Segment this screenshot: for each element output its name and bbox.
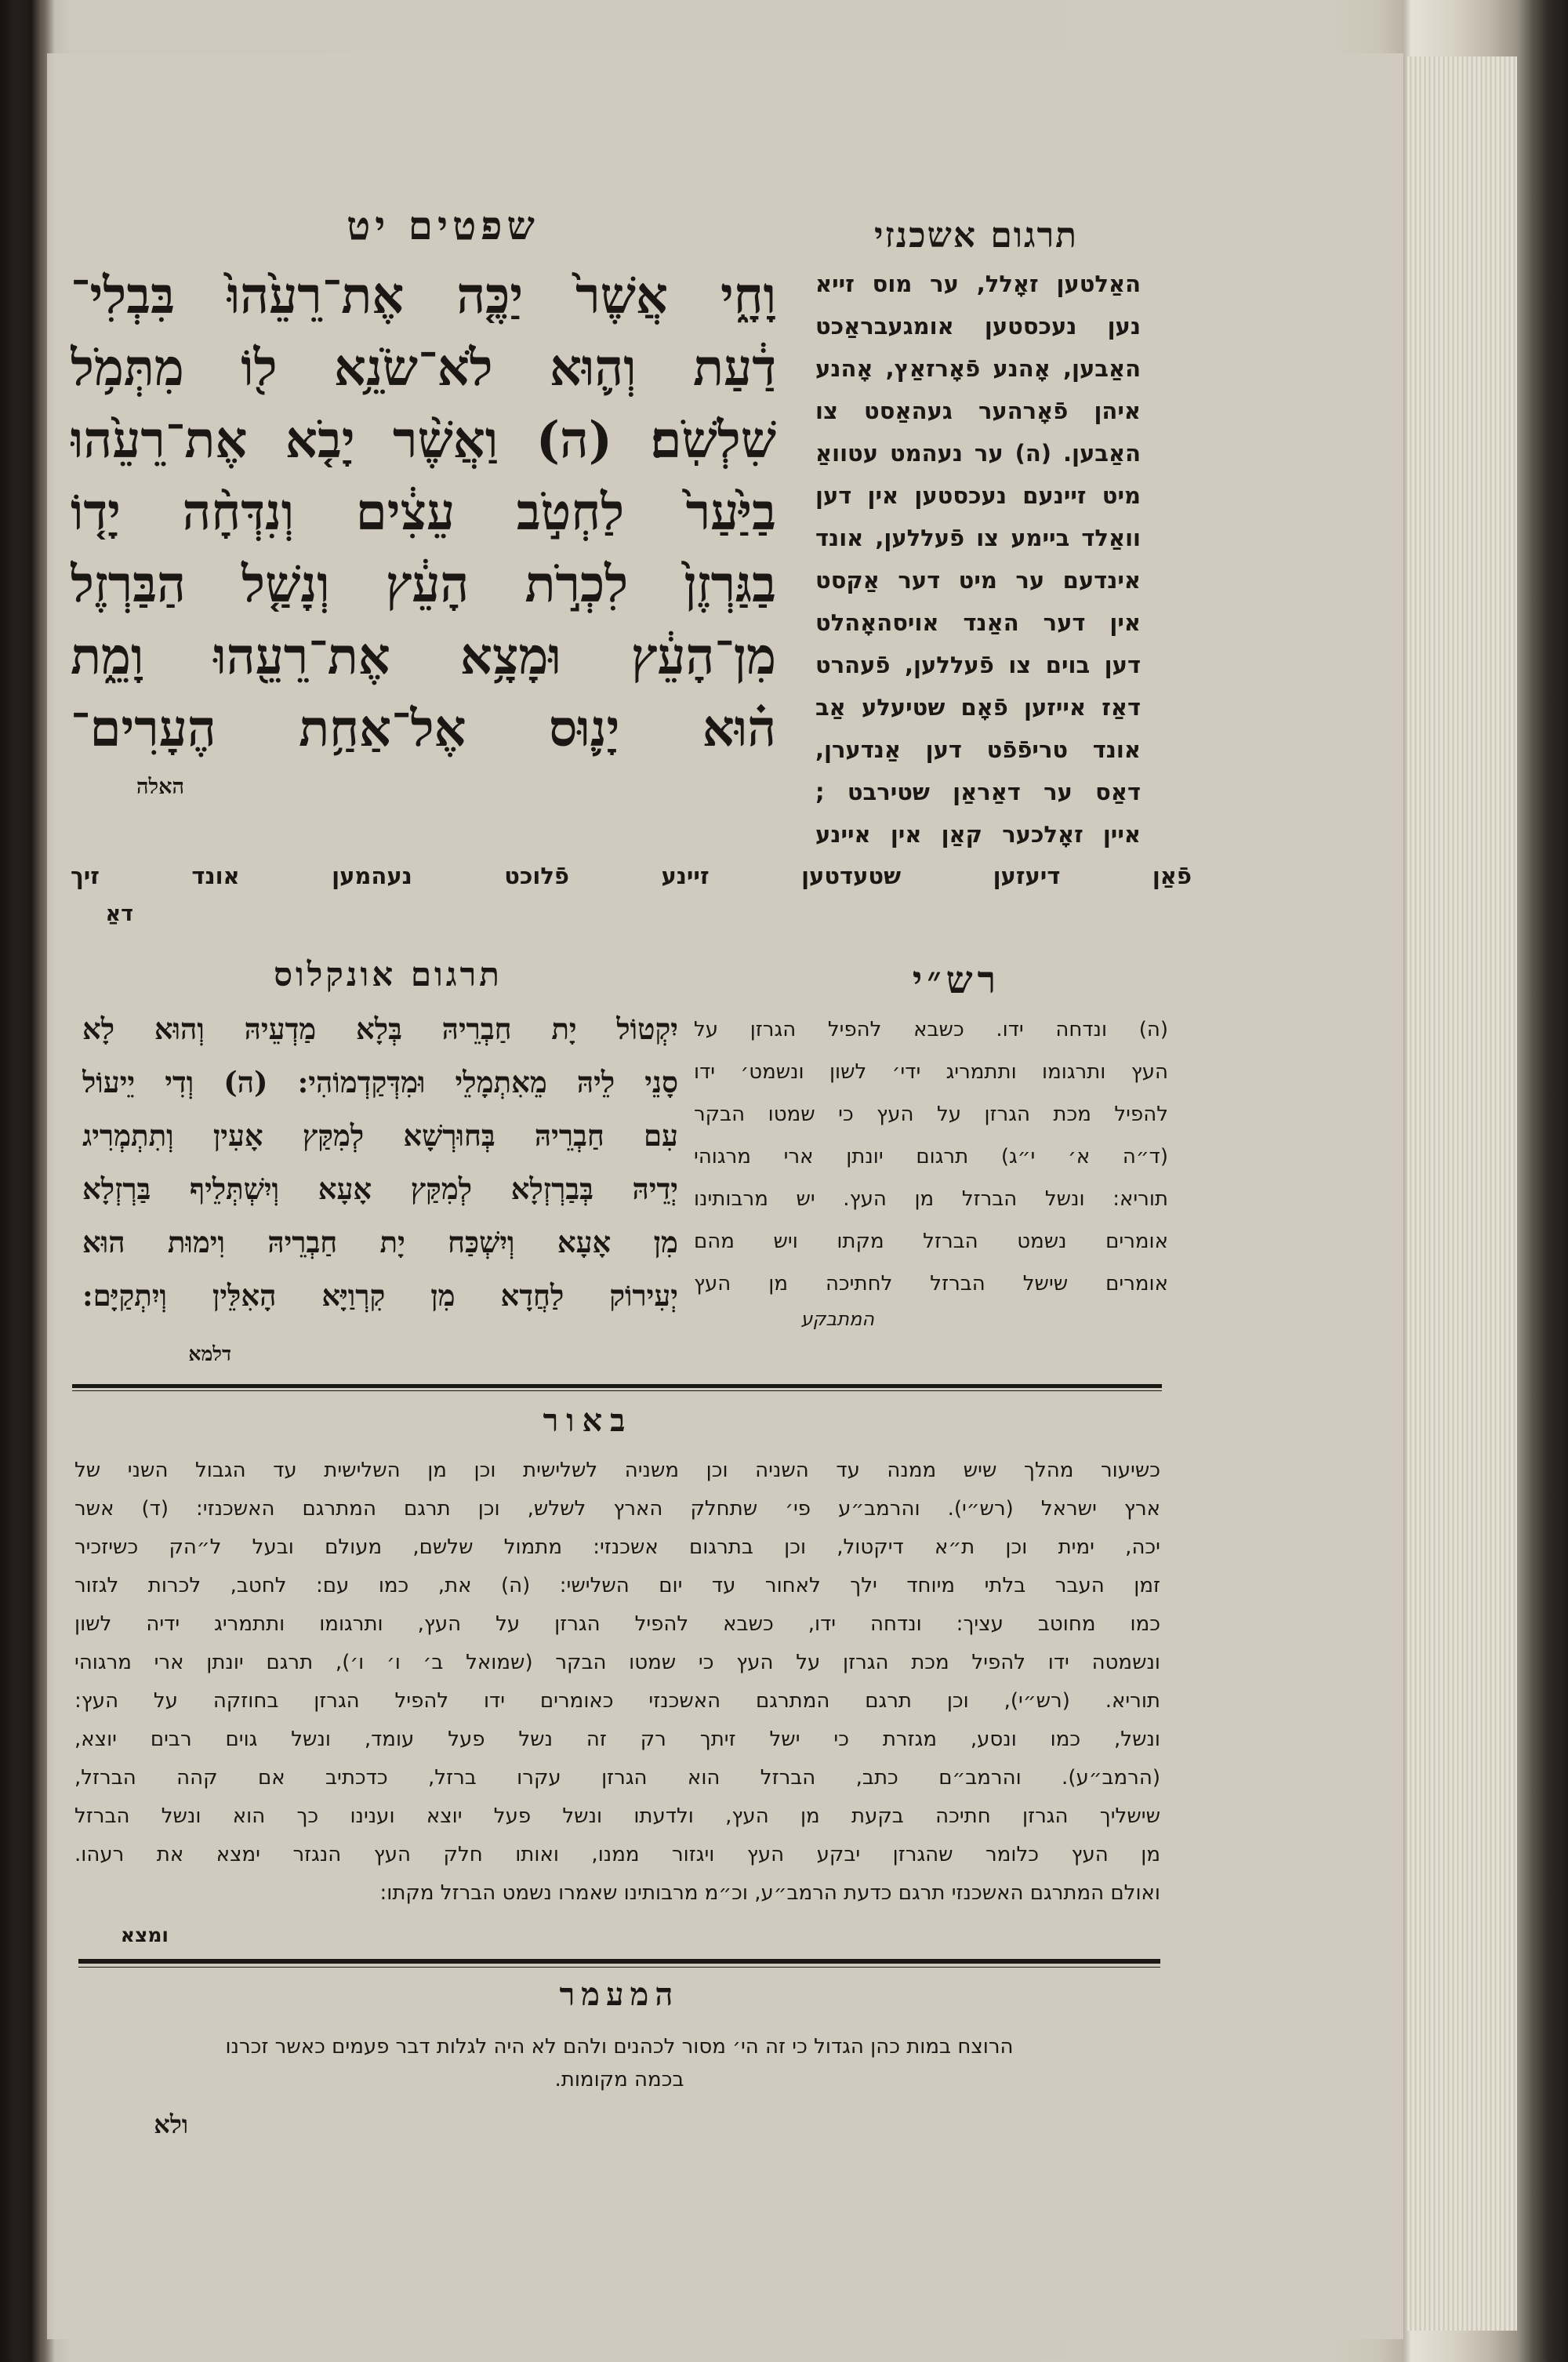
hebrew-main-line: בַגַּרְזֶן֙ לִכְרֹ֣ת הָעֵ֔ץ וְנָשַׁ֤ל הַבַּרְזֶל֙ xyxy=(71,555,776,614)
targum-ashkenazi-line: וואַלד ביימע צו פֿעללען, אונד xyxy=(815,525,1141,551)
targum-ashkenazi-line: נען נעכסטען אומגעבראַכט xyxy=(815,313,1141,340)
targum-ashkenazi-line: האַבען, אָהנע פֿאָרזאַץ, אָהנע xyxy=(815,355,1141,382)
targum-ashkenazi-line: מיט זיינעם נעכסטען אין דען xyxy=(815,482,1141,509)
hebrew-main-line: ה֗וּא יָנ֛וּס אֶל־אַחַ֥ת הֶעָרִים־ xyxy=(71,700,776,758)
hebrew-catchword: האלה xyxy=(136,775,184,799)
gutter-shadow xyxy=(0,0,55,2362)
biur-line: יכה, ימית וכן ת״א דיקטול, וכן בתרגום אשכנזי: מתמול שלשם, מעולם ובעל ל״הק כשיזכיר xyxy=(74,1535,1160,1559)
biur-line: שישליך הגרזן חתיכה בקעת מן העץ, ולדעתו ונשל פעל יוצא וענינו כך הוא ונשל הברזל xyxy=(74,1804,1160,1828)
hameamer-title: המעמר xyxy=(559,1976,680,2013)
divider-rule-2 xyxy=(78,1959,1160,1964)
onkelos-line: יִקְטוֹל יָת חַבְרֵיהּ בְּלָא מַדְעֵיהּ וְהוּא לָא xyxy=(82,1012,678,1046)
hebrew-main-line: דַ֔עַת וְה֛וּא לֹא־שֹׂנֵ֥א ל֖וֹ מִתְּמֹ֥ל xyxy=(71,339,776,398)
onkelos-line: יְעִירוֹק לַחֲדָא מִן קִרְוַיָּא הָאִלֵּין וְיִתְקַיָּם: xyxy=(82,1278,678,1313)
divider-rule-2-thin xyxy=(78,1967,1160,1968)
biur-line: ארץ ישראל (רש״י). והרמב״ע פי׳ שתחלק הארץ לשלש, וכן תרגם המתרגם האשכנזי: (ד) אשר xyxy=(74,1497,1160,1521)
rashi-line: אומרים נשמט הברזל מקתו ויש מהם xyxy=(694,1230,1168,1253)
onkelos-title: תרגום אונקלוס xyxy=(274,955,503,994)
hameamer-line: הרוצח במות כהן הגדול כי זה הי׳ מסור לכהנים ולהם לא היה לגלות דבר פעמים כאשר זכרנו xyxy=(225,2035,1014,2059)
rashi-line: (ד״ה א׳ י״ג) תרגום יונתן ארי מרגוהי xyxy=(694,1145,1168,1168)
hebrew-main-line: מִן־הָעֵ֔ץ וּמָצָ֥א אֶת־רֵעֵ֖הוּ וָמֵ֑ת xyxy=(71,627,776,686)
onkelos-line: עִם חַבְרֵיהּ בְּחוּרְשָׁא לְמִקַּץ אָעִין וְתִתְמְרִיג xyxy=(82,1118,678,1153)
divider-rule xyxy=(72,1384,1162,1388)
targum-ashkenazi-line: איין זאָלכער קאַן אין איינע xyxy=(815,821,1141,848)
biur-catch: ומצא xyxy=(120,1924,169,1946)
hebrew-main-line: שִׁלְשֹֽׁם׃ (ה) וַאֲשֶׁ֨ר יָבֹ֤א אֶת־רֵעֵ֙הוּ xyxy=(71,411,776,470)
rashi-line: תוריא: ונשל הברזל מן העץ. יש מרבותינו xyxy=(694,1187,1168,1211)
targum-ashkenazi-line: אינדעם ער מיט דער אַקסט xyxy=(815,567,1141,594)
rashi-line: העץ ותרגומו ותתמריג ידי׳ לשון ונשמט׳ ידו xyxy=(694,1060,1168,1084)
rashi-line: אומרים שישל הברזל לחתיכה מן העץ xyxy=(694,1272,1168,1295)
biur-line: מן העץ כלומר שהגרזן יבקע העץ ויגזור ממנו, ואותו חלק העץ הנגזר ימצא את רעהו. xyxy=(74,1843,1160,1866)
targum-ashkenazi-line: אין דער האַנד אויסהאָהלט xyxy=(815,609,1141,636)
targum-ashkenazi-line: האַלטען זאָלל, ער מוס זייא xyxy=(815,271,1141,297)
targum-ashkenazi-line: דאַז אייזען פֿאָם שטיעלע אַב xyxy=(815,694,1141,721)
rashi-line: להפיל מכת הגרזן על העץ כי שמטו הבקר xyxy=(694,1103,1168,1126)
biur-line: ואולם המתרגם האשכנזי תרגם כדעת הרמב״ע, וכ״מ מרבותינו שאמרו נשמט הברזל מקתו: xyxy=(379,1881,1160,1905)
hameamer-line: בכמה מקומות. xyxy=(554,2068,684,2091)
parsha-title: שפטים יט xyxy=(347,202,539,249)
hebrew-main-line: וָחָ֑י אֲשֶׁר֙ יַכֶּ֤ה אֶת־רֵעֵ֙הוּ֙ בִּבְלִי־ xyxy=(71,267,776,325)
bottom-catchword: ולא xyxy=(154,2109,188,2139)
targum-ashkenazi-line: דען בוים צו פֿעללען, פֿעהרט xyxy=(815,652,1141,678)
targum-ashkenazi-catch: דאַ xyxy=(105,902,133,926)
onkelos-line: יְדֵיהּ בְּבַרְזְלָא לְמִקַּץ אָעָא וְיִשְׁתְּלֵיף בַּרְזְלָא xyxy=(82,1172,678,1206)
targum-ashkenazi-line: איהן פֿאָרהער געהאַסט צו xyxy=(815,398,1141,424)
targum-ashkenazi-line: האַבען. (ה) ער נעהמט עטוואַ xyxy=(815,440,1141,467)
onkelos-catch: דלמא xyxy=(188,1343,231,1365)
biur-line: ונשל, כמו ונסע, מגזרת כי ישל זיתך רק זה נשל פעל עומד, ונשל גוים רבים יוצא, xyxy=(74,1728,1160,1751)
targum-ashkenazi-full-line: פֿאַן דיעזען שטעדטען זיינע פֿלוכט נעהמען אונד זיך xyxy=(71,863,1192,889)
biur-line: כמו מחוטב עציך: ונדחה ידו, כשבא להפיל הגרזן על העץ, ותרגומו ותתמריג ידיה לשון xyxy=(74,1612,1160,1636)
divider-rule-thin xyxy=(72,1390,1162,1391)
onkelos-line: סָנֵי לֵיהּ מֵאִתְמָלֵי וּמִדְּקַדְמוֹהִי: (ה) וְדִי יֵיעוֹל xyxy=(82,1065,678,1099)
targum-ashkenazi-title: תרגום אשכנזי xyxy=(873,216,1079,256)
biur-line: (הרמב״ע). והרמב״ם כתב, הברזל הוא הגרזן עקרו ברזל, כדכתיב אם קהה הברזל, xyxy=(74,1766,1160,1790)
biur-title: באור xyxy=(543,1402,633,1439)
biur-line: זמן העבר בלתי מיוחד ילך לאחור עד יום השלישי: (ה) את, כמו עם: לחטב, לכרות לגזור xyxy=(74,1574,1160,1597)
targum-ashkenazi-line: דאַס ער דאַראַן שטירבט ; xyxy=(815,779,1141,805)
hebrew-main-line: בַיַּ֙עַר֙ לַחְטֹ֣ב עֵצִ֔ים וְנִדְּחָ֨ה יָד֤וֹ xyxy=(71,483,776,542)
rashi-catch: המתבקע xyxy=(800,1308,874,1330)
targum-ashkenazi-line: אונד טריפֿפֿט דען אַנדערן, xyxy=(815,736,1141,763)
page-edges xyxy=(1407,56,1517,2331)
biur-line: כשיעור מהלך שיש ממנה עד השניה וכן משניה לשלישית וכן מן השלישית עד הגבול השני של xyxy=(74,1459,1160,1482)
rashi-line: (ה) ונדחה ידו. כשבא להפיל הגרזן על xyxy=(694,1018,1168,1041)
rashi-title: רש״י xyxy=(912,958,1001,1002)
biur-line: ונשמטה ידו להפיל מכת הגרזן על העץ כי שמטו הבקר (שמואל ב׳ ו׳ ו׳), תרגם יונתן ארי מרגוהי xyxy=(74,1651,1160,1674)
biur-line: תוריא. (רש״י), וכן תרגם המתרגם האשכנזי כאומרים ידו להפיל הגרזן בחוזקה על העץ: xyxy=(74,1689,1160,1713)
onkelos-line: מִן אָעָא וְיִשְׁכַּח יָת חַבְרֵיהּ וִימוּת הוּא xyxy=(82,1225,678,1259)
